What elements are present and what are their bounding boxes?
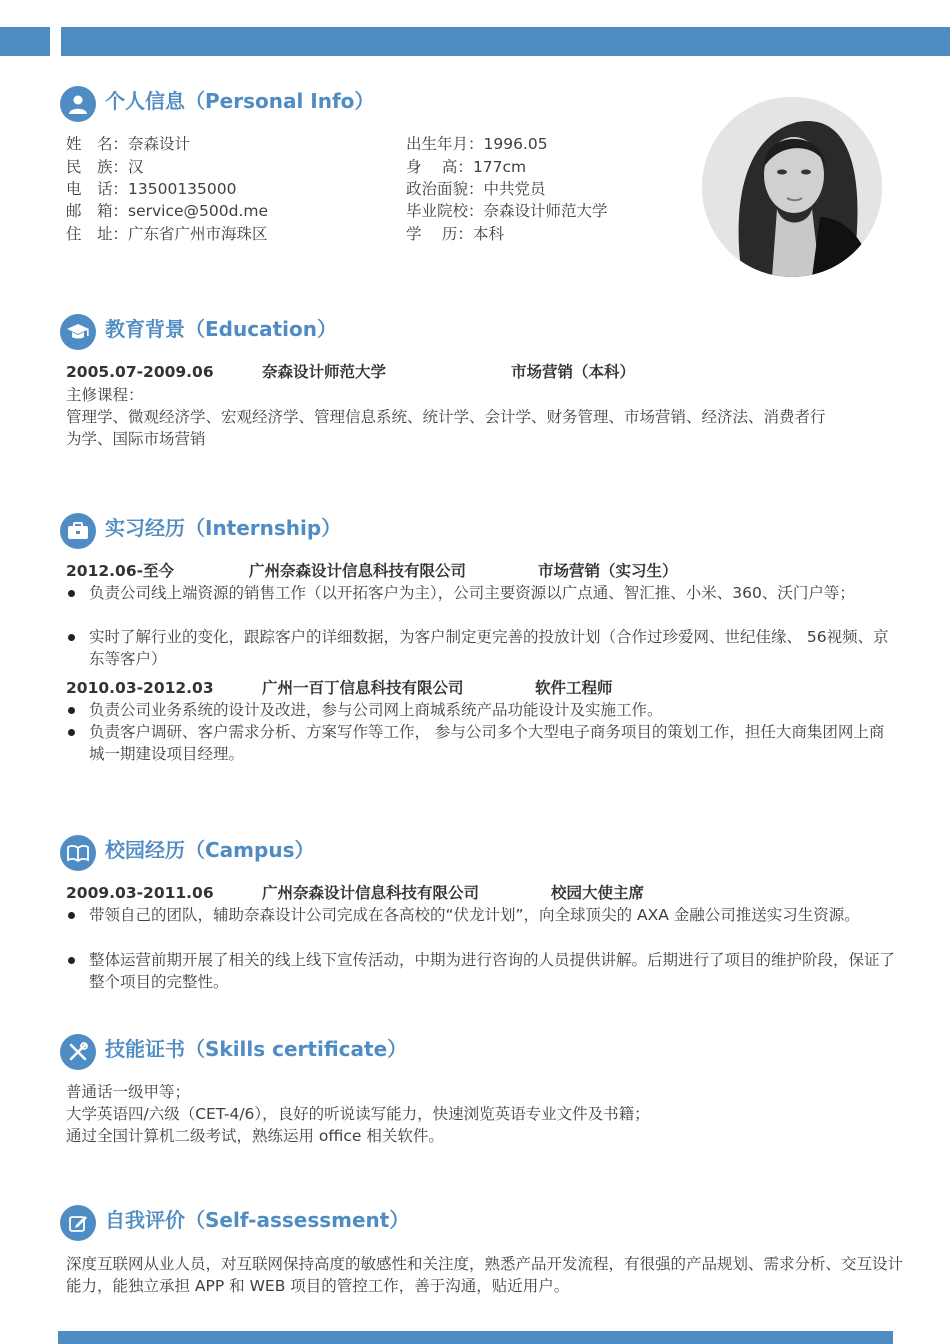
education-major: 市场营销（本科） — [511, 363, 636, 381]
bullet-icon — [68, 634, 75, 641]
list-item: 负责客户调研、客户需求分析、方案写作等工作， 参与公司多个大型电子商务项目的策划工作，担任大商集团网上商城一期建设项目经理。 — [66, 721, 896, 765]
user-icon — [60, 86, 96, 122]
info-politics: 政治面貌：中共党员 — [406, 180, 546, 198]
info-ethnicity: 民 族：汉 — [66, 158, 144, 176]
info-height: 身 高：177cm — [406, 158, 527, 176]
section-title-campus: 校园经历（Campus） — [105, 838, 315, 862]
section-title-personal: 个人信息（Personal Info） — [105, 89, 375, 113]
edit-icon — [60, 1205, 96, 1241]
bottom-accent-bar — [58, 1331, 893, 1344]
graduation-cap-icon — [60, 314, 96, 350]
info-phone: 电 话：13500135000 — [66, 180, 237, 198]
internship-role: 软件工程师 — [535, 679, 613, 697]
section-title-education: 教育背景（Education） — [105, 317, 337, 341]
bullet-icon — [68, 912, 75, 919]
profile-photo — [702, 97, 882, 277]
education-courses-cont: 为学、国际市场营销 — [66, 430, 206, 448]
internship-period: 2012.06-至今 — [66, 562, 175, 580]
list-item: 整体运营前期开展了相关的线上线下宣传活动，中期为进行咨询的人员提供讲解。后期进行了项目的维护阶段，保证了整个项目的完整性。 — [66, 949, 896, 993]
skill-item: 大学英语四/六级（CET-4/6），良好的听说读写能力，快速浏览英语专业文件及书籍； — [66, 1105, 650, 1123]
list-item: 负责公司线上端资源的销售工作（以开拓客户为主），公司主要资源以广点通、智汇推、小米、360、沃门户等； — [66, 582, 896, 626]
internship-company: 广州奈森设计信息科技有限公司 — [249, 562, 467, 580]
info-school: 毕业院校：奈森设计师范大学 — [406, 202, 608, 220]
education-courses-label: 主修课程： — [66, 386, 144, 404]
self-assessment-text: 深度互联网从业人员，对互联网保持高度的敏感性和关注度，熟悉产品开发流程，有很强的产品规划、需求分析、交互设计能力，能独立承担 APP 和 WEB 项目的管控工作，善于沟通，贴近用户。 — [66, 1255, 904, 1295]
bullet-icon — [68, 957, 75, 964]
education-period: 2005.07-2009.06 — [66, 363, 214, 381]
section-title-skills: 技能证书（Skills certificate） — [105, 1037, 408, 1061]
book-icon — [60, 835, 96, 871]
list-item: 带领自己的团队，辅助奈森设计公司完成在各高校的“伏龙计划”，向全球顶尖的 AXA 金融公司推送实习生资源。 — [66, 904, 896, 948]
section-title-internship: 实习经历（Internship） — [105, 516, 342, 540]
info-address: 住 址：广东省广州市海珠区 — [66, 225, 268, 243]
education-courses: 管理学、微观经济学、宏观经济学、管理信息系统、统计学、会计学、财务管理、市场营销、经济法、消费者行 — [66, 408, 826, 426]
info-birth: 出生年月：1996.05 — [406, 135, 548, 153]
top-accent-bar — [61, 27, 950, 56]
tools-icon — [60, 1034, 96, 1070]
skill-item: 普通话一级甲等； — [66, 1083, 191, 1101]
briefcase-icon — [60, 513, 96, 549]
campus-company: 广州奈森设计信息科技有限公司 — [262, 884, 480, 902]
internship-company: 广州一百丁信息科技有限公司 — [262, 679, 464, 697]
info-degree: 学 历：本科 — [406, 225, 504, 243]
info-name: 姓 名：奈森设计 — [66, 135, 191, 153]
list-item: 负责公司业务系统的设计及改进，参与公司网上商城系统产品功能设计及实施工作。 — [66, 699, 896, 721]
campus-period: 2009.03-2011.06 — [66, 884, 214, 902]
internship-period: 2010.03-2012.03 — [66, 679, 214, 697]
internship-role: 市场营销（实习生） — [538, 562, 678, 580]
campus-role: 校园大使主席 — [551, 884, 645, 902]
bullet-icon — [68, 729, 75, 736]
list-item: 实时了解行业的变化，跟踪客户的详细数据，为客户制定更完善的投放计划（合作过珍爱网、世纪佳缘、 56视频、京东等客户） — [66, 626, 896, 670]
education-school: 奈森设计师范大学 — [262, 363, 387, 381]
bullet-icon — [68, 590, 75, 597]
info-email: 邮 箱：service@500d.me — [66, 202, 269, 220]
bullet-icon — [68, 707, 75, 714]
section-title-self: 自我评价（Self-assessment） — [105, 1208, 410, 1232]
top-accent-bar-left — [0, 27, 50, 56]
skill-item: 通过全国计算机二级考试，熟练运用 office 相关软件。 — [66, 1127, 444, 1145]
